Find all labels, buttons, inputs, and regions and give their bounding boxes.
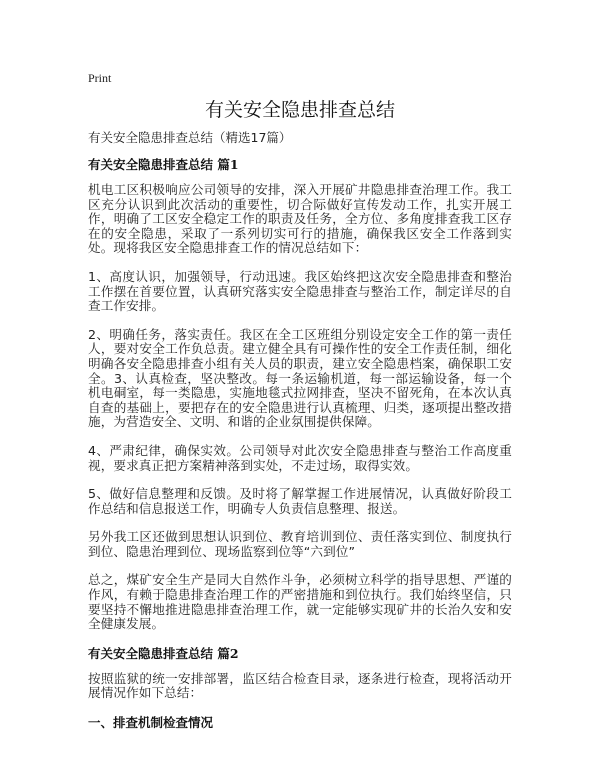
document-page bbox=[88, 70, 512, 731]
section-heading: 有关安全隐患排查总结 篇1 bbox=[88, 157, 239, 172]
print-link[interactable]: Print bbox=[88, 71, 112, 85]
section-2 bbox=[88, 646, 512, 731]
paragraph: 总之，煤矿安全生产是同大自然作斗争，必须树立科学的指导思想、严谨的作风，有赖于隐患排查治理工作的严密措施和到位执行。我们始终坚信，只要坚持不懈地推进隐患排查治理工作，就一定能够实现矿井的长治久安和安全健康发展。 bbox=[88, 572, 512, 632]
sub-heading: 一、排查机制检查情况 bbox=[88, 715, 214, 731]
paragraph: 1、高度认识，加强领导，行动迅速。我区始终把这次安全隐患排查和整治工作摆在首要位置，认真研究落实安全隐患排查与整治工作，制定详尽的自查工作安排。 bbox=[88, 268, 512, 314]
document-subtitle: 有关安全隐患排查总结（精选17篇） bbox=[88, 130, 292, 145]
section-1 bbox=[88, 157, 512, 632]
document-title: 有关安全隐患排查总结 bbox=[204, 99, 395, 121]
paragraph: 5、做好信息整理和反馈。及时将了解掌握工作进展情况，认真做好阶段工作总结和信息报送工作，明确专人负责信息整理、报送。 bbox=[88, 486, 512, 516]
paragraph: 2、明确任务，落实责任。我区在全工区班组分别设定安全工作的第一责任人，要对安全工作负总责。建立健全具有可操作性的安全工作责任制，细化明确各安全隐患排查小组有关人员的职责，建立安全隐患档案，确保职工安全。3、认真检查，坚决整改。每一条运输机道，每一部运输设备，每一个机电硐室，每一类隐患，实施地毯式拉网排查，坚决不留死角，在本次认真自查的基础上，要把存在的安全隐患进行认真梳理、归类，逐项提出整改措施，为营造安全、文明、和谐的企业氛围提供保障。 bbox=[88, 326, 512, 430]
section-heading: 有关安全隐患排查总结 篇2 bbox=[88, 645, 239, 661]
paragraph: 另外我工区还做到思想认识到位、教育培训到位、责任落实到位、制度执行到位、隐患治理到位、现场监察到位等“六到位” bbox=[88, 529, 512, 559]
paragraph: 4、严肃纪律，确保实效。公司领导对此次安全隐患排查与整治工作高度重视，要求真正把方案精神落到实处，不走过场，取得实效。 bbox=[88, 442, 512, 473]
paragraph: 机电工区积极响应公司领导的安排，深入开展矿井隐患排查治理工作。我工区充分认识到此次活动的重要性，切合际做好宣传发动工作，扎实开展工作，明确了工区安全稳定工作的职责及任务，全方位、多角度排查我工区存在的安全隐患，采取了一系列切实可行的措施，确保我区安全工作落到实处。现将我区安全隐患排查工作的情况总结如下： bbox=[88, 182, 512, 256]
paragraph: 按照监狱的统一安排部署，监区结合检查目录，逐条进行检查，现将活动开展情况作如下总结： bbox=[88, 670, 512, 701]
